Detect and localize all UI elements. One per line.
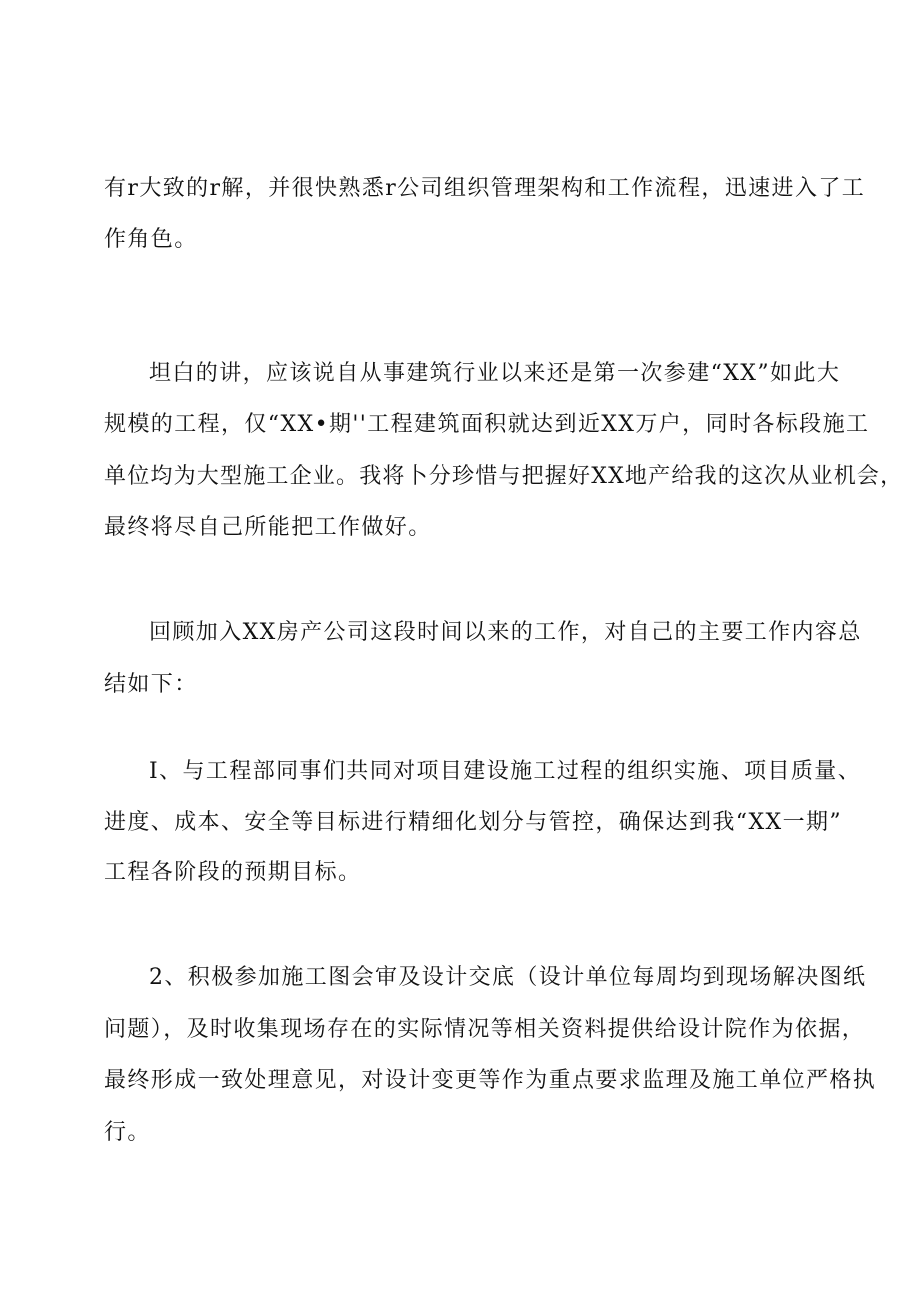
paragraph-2-line-4: 最终将尽自己所能把工作做好。: [104, 515, 432, 540]
paragraph-2-line-1: 坦白的讲，应该说自从事建筑行业以来还是第一次参建“XX”如此大: [149, 361, 841, 386]
paragraph-1-line-1: 有r大致的r解，并很快熟悉r公司组织管理架构和工作流程，迅速进入了工: [104, 176, 866, 201]
paragraph-5-line-4: 行。: [104, 1120, 151, 1145]
paragraph-1-line-2: 作角色。: [104, 227, 198, 252]
paragraph-5-line-3: 最终形成一致处理意见，对设计变更等作为重点要求监理及施工单位严格执: [104, 1068, 877, 1093]
paragraph-2-line-3: 单位均为大型施工企业。我将卜分珍惜与把握好XX地产给我的这次从业机会，: [104, 464, 904, 489]
paragraph-4-line-2: 进度、成本、安全等目标进行精细化划分与管控，确保达到我“XX一期”: [104, 810, 843, 835]
paragraph-4-line-3: 工程各阶段的预期目标。: [104, 860, 362, 885]
paragraph-3-line-1: 回顾加入XX房产公司这段时间以来的工作，对自己的主要工作内容总: [149, 620, 862, 645]
paragraph-4-line-1: I、与工程部同事们共同对项目建设施工过程的组织实施、项目质量、: [149, 759, 862, 784]
paragraph-2-line-2: 规模的工程，仅“XX•期''工程建筑面积就达到近XX万户，同时各标段施工: [104, 412, 870, 437]
paragraph-5-line-2: 问题），及时收集现场存在的实际情况等相关资料提供给设计院作为依据，: [104, 1017, 866, 1042]
paragraph-3-line-2: 结如下：: [104, 672, 198, 697]
paragraph-5-line-1: 2、积极参加施工图会审及设计交底（设计单位每周均到现场解决图纸: [149, 965, 867, 990]
